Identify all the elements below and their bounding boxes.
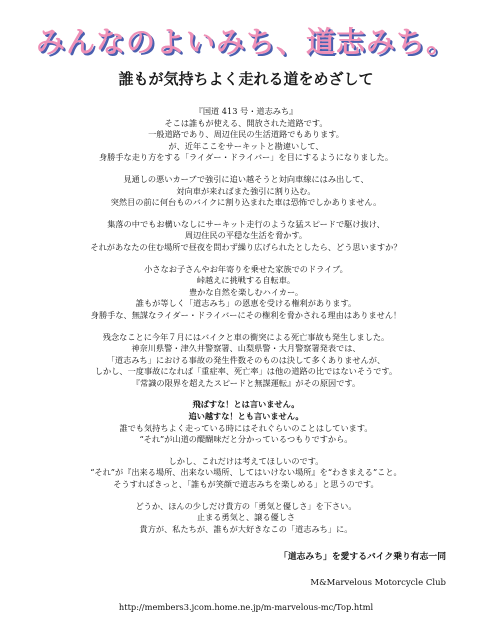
body-line: 一般道路であり、周辺住民の生活道路でもあります。 [148,129,344,140]
headline: みんなのよいみち、道志みち。 [35,25,456,59]
body-text [14,106,478,535]
body-line: 峠越えに挑戦する自転車。 [196,275,296,286]
paragraph-gap [14,322,478,332]
paragraph-gap [14,446,478,456]
body-line: 身勝手な、無謀なライダー・ドライバーにその権利を脅かされる理由はありません！ [90,309,402,320]
body-line: 誰もが等しく「道志みち」の恩恵を受ける権利があります。 [135,298,357,309]
body-line: “それ”が山道の醍醐味だと分かっているつもりですから。 [139,434,353,445]
club-name: M&Marvelous Motorcycle Club [310,578,446,588]
body-line: 『国道 413 号・道志みち』 [194,106,298,116]
body-line: が、近年ここをサーキットと勘違いして、 [168,140,324,151]
signature [279,551,446,589]
body-line: 誰でも気持ちよく走っている時にはそれぐらいのことはしています。 [119,422,373,433]
paragraph-gap [14,254,478,264]
body-line: 小さなお子さんやお年寄りを乗せた家族でのドライブ。 [144,263,348,274]
body-line: 見通しの悪いカーブで強引に追い越そうと対向車線にはみ出して、 [123,173,369,184]
body-line: 豊かな自然を楽しむハイカー。 [188,286,304,297]
paragraph-gap [14,209,478,219]
body-line: 突然目の前に何台ものバイクに割り込まれた車は恐怖でしかありません。 [110,197,382,208]
body-line: 神奈川県警・津久井警察署、山梨県警・大月警察署発表では、 [131,343,361,354]
body-line: “それ”が『出来る場所、出来ない場所、してはいけない場所』を“わきまえる”こと。 [90,467,402,478]
body-line: しかし、これだけは考えてほしいのです。 [168,455,324,466]
body-line: どうか、ほんの少しだけ貴方の「勇気と優しさ」を下さい。 [135,500,357,511]
body-line: 残念なことに今年７月にはバイクと車の衝突による死亡事故も発生しました。 [102,331,390,342]
group-name: 「道志みち」を愛するバイク乗り有志一同 [279,552,446,562]
body-line: それがあなたの住む場所で昼夜を問わず繰り広げられたとしたら、どう思いますか？ [90,241,402,252]
body-line: しかし、一度事故になれば「重症率、死亡率」は他の道路の比ではないそうです。 [94,366,398,377]
paragraph-gap [14,491,478,501]
subtitle: 誰もが気持ちよく走れる道をめざして [118,70,374,88]
body-line: 周辺住民の平穏な生活を脅かす。 [184,230,308,241]
club-url[interactable]: http://members3.jcom.home.ne.jp/m-marvelous-mc/Top.html [118,602,374,612]
body-line: 集落の中でもお構いなしにサーキット走行のような猛スピードで駆け抜け、 [107,218,385,229]
body-line: 貴方が、私たちが、誰もが大好きなこの「道志みち」に。 [139,523,353,534]
body-line: そうすればきっと、「誰もが笑顔で道志みちを楽しめる」と思うのです。 [113,479,379,490]
paragraph-gap [14,164,478,174]
body-line: 飛ばすな！とは言いません。 [192,399,300,410]
body-line: 追い越すな！とも言いません。 [188,411,304,422]
body-line: 対向車が来ればまた強引に割り込む。 [176,185,316,196]
paragraph-gap [14,389,478,399]
body-line: 「道志みち」における事故の発生件数そのものは決して多くありませんが、 [106,354,386,365]
body-line: そこは誰もが使える、開放された道路です。 [164,117,328,128]
body-line: 『常識の限界を超えたスピードと無謀運転』がその原因です。 [131,377,361,388]
body-line: 止まる勇気と、譲る優しさ [196,512,296,523]
body-line: 身勝手な走り方をする「ライダー・ドライバー」を目にするようになりました。 [98,152,394,163]
